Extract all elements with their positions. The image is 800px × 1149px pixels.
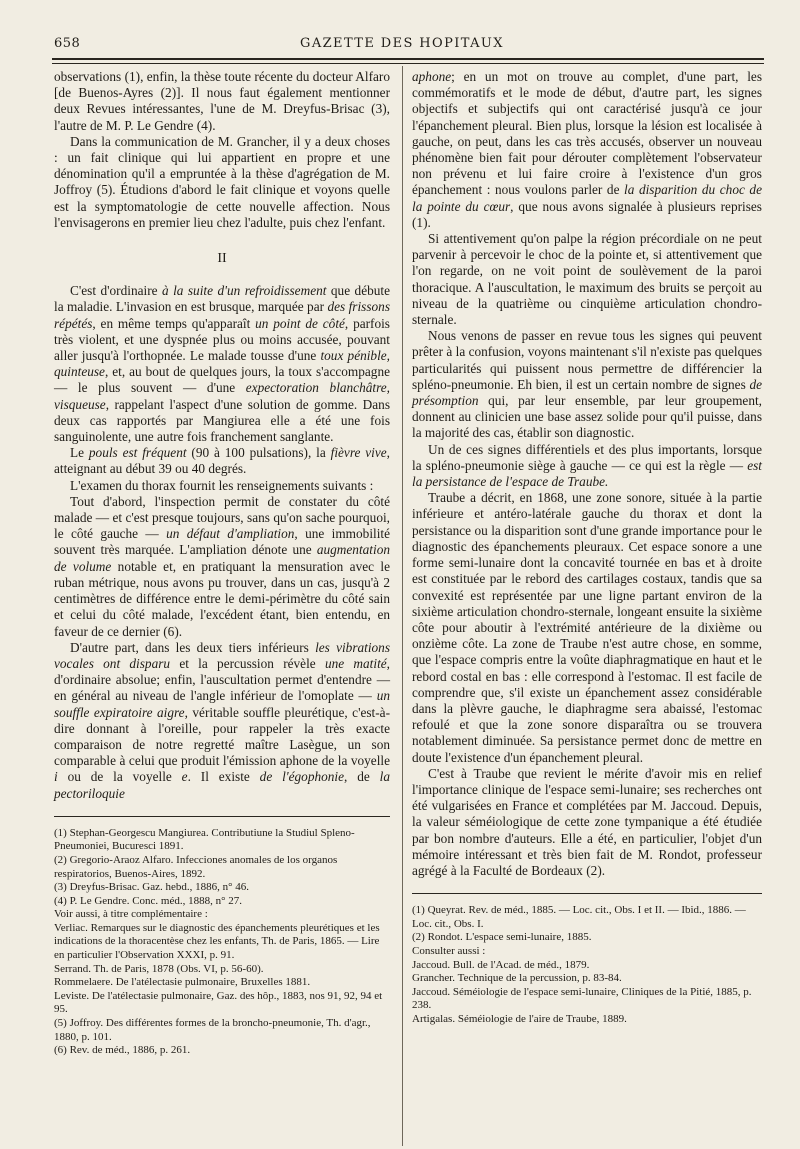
footnote: Rommelaere. De l'atélectasie pulmonaire, Bruxelles 1881.: [54, 976, 311, 989]
footnote: (1) Queyrat. Rev. de méd., 1885. — Loc. cit., Obs. I et II. — Ibid., 1886. — Loc. cit., Obs. I.: [412, 904, 746, 930]
footnotes: [54, 827, 390, 1058]
footnote: (2) Gregorio-Araoz Alfaro. Infecciones anomales de los organos respiratorios, Buenos-Aires, 1892.: [54, 853, 338, 880]
paragraph: Le pouls est fréquent (90 à 100 pulsations), la fièvre vive, atteignant au début 39 ou 40 degrés.: [54, 445, 390, 477]
footnote: (1) Stephan-Georgescu Mangiurea. Contributiune la Studiul Spleno-Pneumoniei, Bucuresci 1891.: [54, 826, 355, 853]
footnote: Jaccoud. Bull. de l'Acad. de méd., 1879.: [412, 958, 590, 971]
right-column: [412, 69, 762, 1027]
header-rule-thin: [52, 63, 764, 64]
paragraph: C'est à Traube que revient le mérite d'avoir mis en relief l'importance clinique de l'espace semi-lunaire; ses recherches ont été vulgarisées en France et complétées par M. Jaccoud. Depuis, la valeur séméiologique de cette zone tympanique a été étudiée par bon nombre d'auteurs. Elle a été, en particulier, l'objet d'un mémoire intéressant et très bien fait de M. Rondot, professeur agrégé à la Faculté de Bordeaux (2).: [412, 765, 762, 878]
paragraph: C'est d'ordinaire à la suite d'un refroidissement que débute la maladie. L'invasion en est brusque, marquée par des frissons répétés, en même temps qu'apparaît un point de côté, parfois très violent, et une dyspnée plus ou moins accusée, pouvant aller jusqu'à l'orthopnée. Le malade tousse d'une toux pénible, quinteuse, et, au bout de quelques jours, la toux s'accompagne — le plus souvent — d'une expectoration blanchâtre, visqueuse, rappelant l'aspect d'une solution de gomme. Dans deux cas rapportés par Mangiurea elle a été une fois sanguinolente, une autre fois franchement sanglante.: [54, 283, 391, 445]
footnote: Voir aussi, à titre complémentaire :: [54, 908, 208, 921]
footnote: Artigalas. Séméiologie de l'aire de Traube, 1889.: [412, 1012, 627, 1025]
footnote: (3) Dreyfus-Brisac. Gaz. hebd., 1886, n° 46.: [54, 881, 250, 894]
page-number: 658: [54, 36, 81, 51]
footnote: Serrand. Th. de Paris, 1878 (Obs. VI, p. 56-60).: [54, 962, 264, 975]
footnote: (5) Joffroy. Des différentes formes de la broncho-pneumonie, Th. d'agr., 1880, p. 101.: [54, 1017, 371, 1043]
paragraph: L'examen du thorax fournit les renseignements suivants :: [70, 477, 374, 493]
header-rule-thick: [52, 58, 764, 60]
left-column: [54, 69, 390, 1058]
paragraph: Traube a décrit, en 1868, une zone sonore, située à la partie inférieure et antéro-latérale gauche du thorax et dont la persistance ou la disparition sont d'une grande importance pour le diagnostic des épanchements pleuraux. Cet espace sonore a une forme semi-lunaire dont la concavité tournée en bas et à droite est constituée par le rebord des cartilages costaux, tandis que sa convexité est représentée par une ligne partant environ de la sixième articulation chondro-sternale, longeant ensuite la sixième côte pour aboutir à l'extrémité antérieure de la dixième ou onzième côte. La zone de Traube n'est autre chose, en somme, que l'espace compris entre la voûte diaphragmatique en haut et le rebord costal en bas : elle correspond à l'estomac. Il est facile de comprendre que, s'il existe un épanchement assez considérable dans la plèvre gauche, le diaphragme sera abaissé, l'estomac refoulé et que la zone sonore disparaîtra ou se trouvera notablement diminuée. Sa persistance permet donc de mettre en doute l'existence d'un épanchement pleural.: [412, 490, 762, 765]
footnote-rule: [54, 816, 390, 817]
column-divider: [402, 66, 403, 1146]
paragraph: Nous venons de passer en revue tous les signes qui peuvent prêter à la confusion, voyons maintenant s'il n'existe pas quelques particularités qui puissent nous permettre de différencier la spléno-pneumonie. Eh bien, il est un certain nombre de signes de présomption qui, par leur ensemble, par leur groupement, donnent au clinicien une base assez solide pour qu'il puisse, dans la majorité des cas, établir son diagnostic.: [412, 328, 762, 441]
paragraph: observations (1), enfin, la thèse toute récente du docteur Alfaro [de Buenos-Ayres (2)]. Il nous faut également mentionner deux Revues intéressantes, l'une de M. Dreyfus-Brisac (3), l'autre de M. P. Le Gendre (4).: [54, 69, 390, 133]
paragraph: Si attentivement qu'on palpe la région précordiale on ne peut parvenir à percevoir le choc de la pointe et, si attentivement que l'on regarde, on ne voit point de soulèvement de la paroi thoracique. A l'auscultation, le maximum des bruits se perçoit au niveau de la quatrième ou cinquième articulation chondro-sternale.: [412, 231, 762, 328]
section-number: II: [217, 251, 227, 267]
footnote: Verliac. Remarques sur le diagnostic des épanchements pleurétiques et les indications de la thoracentèse chez les enfants, Th. de Paris, 1865. — Lire en particulier l'Observation XXXI, p. 91.: [54, 921, 380, 962]
footnote: (6) Rev. de méd., 1886, p. 261.: [54, 1044, 191, 1057]
footnote: Jaccoud. Séméiologie de l'espace semi-lunaire, Cliniques de la Pitié, 1885, p. 238.: [412, 985, 752, 1012]
footnotes: [412, 904, 762, 1026]
footnote-rule: [412, 893, 762, 894]
paragraph: D'autre part, dans les deux tiers inférieurs les vibrations vocales ont disparu et la percussion révèle une matité, d'ordinaire absolue; enfin, l'auscultation permet d'entendre — en général au niveau de l'angle inférieur de l'omoplate — un souffle expiratoire aigre, véritable souffle pleurétique, c'est-à-dire donnant à l'oreille, pour rappeler la très exacte comparaison de notre regretté maître Lasègue, un son comparable à celui que produit l'émission aphone de la voyelle i ou de la voyelle e. Il existe de l'égophonie, de la pectoriloquie: [54, 639, 391, 801]
footnote: Leviste. De l'atélectasie pulmonaire, Gaz. des hôp., 1883, nos 91, 92, 94 et 95.: [54, 989, 383, 1016]
page-header: [40, 34, 764, 56]
footnote: Grancher. Technique de la percussion, p. 83-84.: [412, 972, 622, 985]
paragraph: Un de ces signes différentiels et des plus importants, lorsque la spléno-pneumonie siège à gauche — ce qui est la règle — est la persistance de l'espace de Traube.: [412, 441, 762, 490]
paragraph: Tout d'abord, l'inspection permit de constater du côté malade — et c'est presque toujours, sans qu'on sache pourquoi, le côté gauche — un défaut d'ampliation, une immobilité souvent très marquée. L'ampliation dénote une augmentation de volume notable et, en pratiquant la mensuration avec le ruban métrique, nous avons pu trouver, dans un cas, jusqu'à 2 centimètres de différence entre le demi-périmètre du côté sain et celui du côté malade, l'excédent étant, bien entendu, en faveur de ce dernier (6).: [54, 493, 390, 639]
footnote: (2) Rondot. L'espace semi-lunaire, 1885.: [412, 931, 592, 944]
paragraph: aphone; en un mot on trouve au complet, d'une part, les commémoratifs et le mode de début, d'autre part, les signes objectifs et subjectifs qui ont caractérisé jusqu'à ce jour l'épanchement pleural. Bien plus, lorsque la lésion est localisée à gauche, on peut, dans les cas très accusés, observer un nouveau phénomène bien fait pour dérouter complètement l'observateur non prévenu et lui faire croire à l'existence d'un gros épanchement : nous voulons parler de la disparition du choc de la pointe du cœur, que nous avons signalée à plusieurs reprises (1).: [412, 69, 762, 230]
footnote: (4) P. Le Gendre. Conc. méd., 1888, n° 27.: [54, 894, 243, 907]
footnote: Consulter aussi :: [412, 944, 486, 957]
journal-title: GAZETTE DES HOPITAUX: [300, 36, 504, 51]
paragraph: Dans la communication de M. Grancher, il y a deux choses : un fait clinique qui lui appartient en propre et une dénomination qu'il a empruntée à la thèse d'agrégation de M. Joffroy (5). Étudions d'abord le fait clinique et voyons quelle est la symptomatologie de cette nouvelle affection. Nous l'envisagerons en premier lieu chez l'adulte, puis chez l'enfant.: [54, 133, 390, 230]
